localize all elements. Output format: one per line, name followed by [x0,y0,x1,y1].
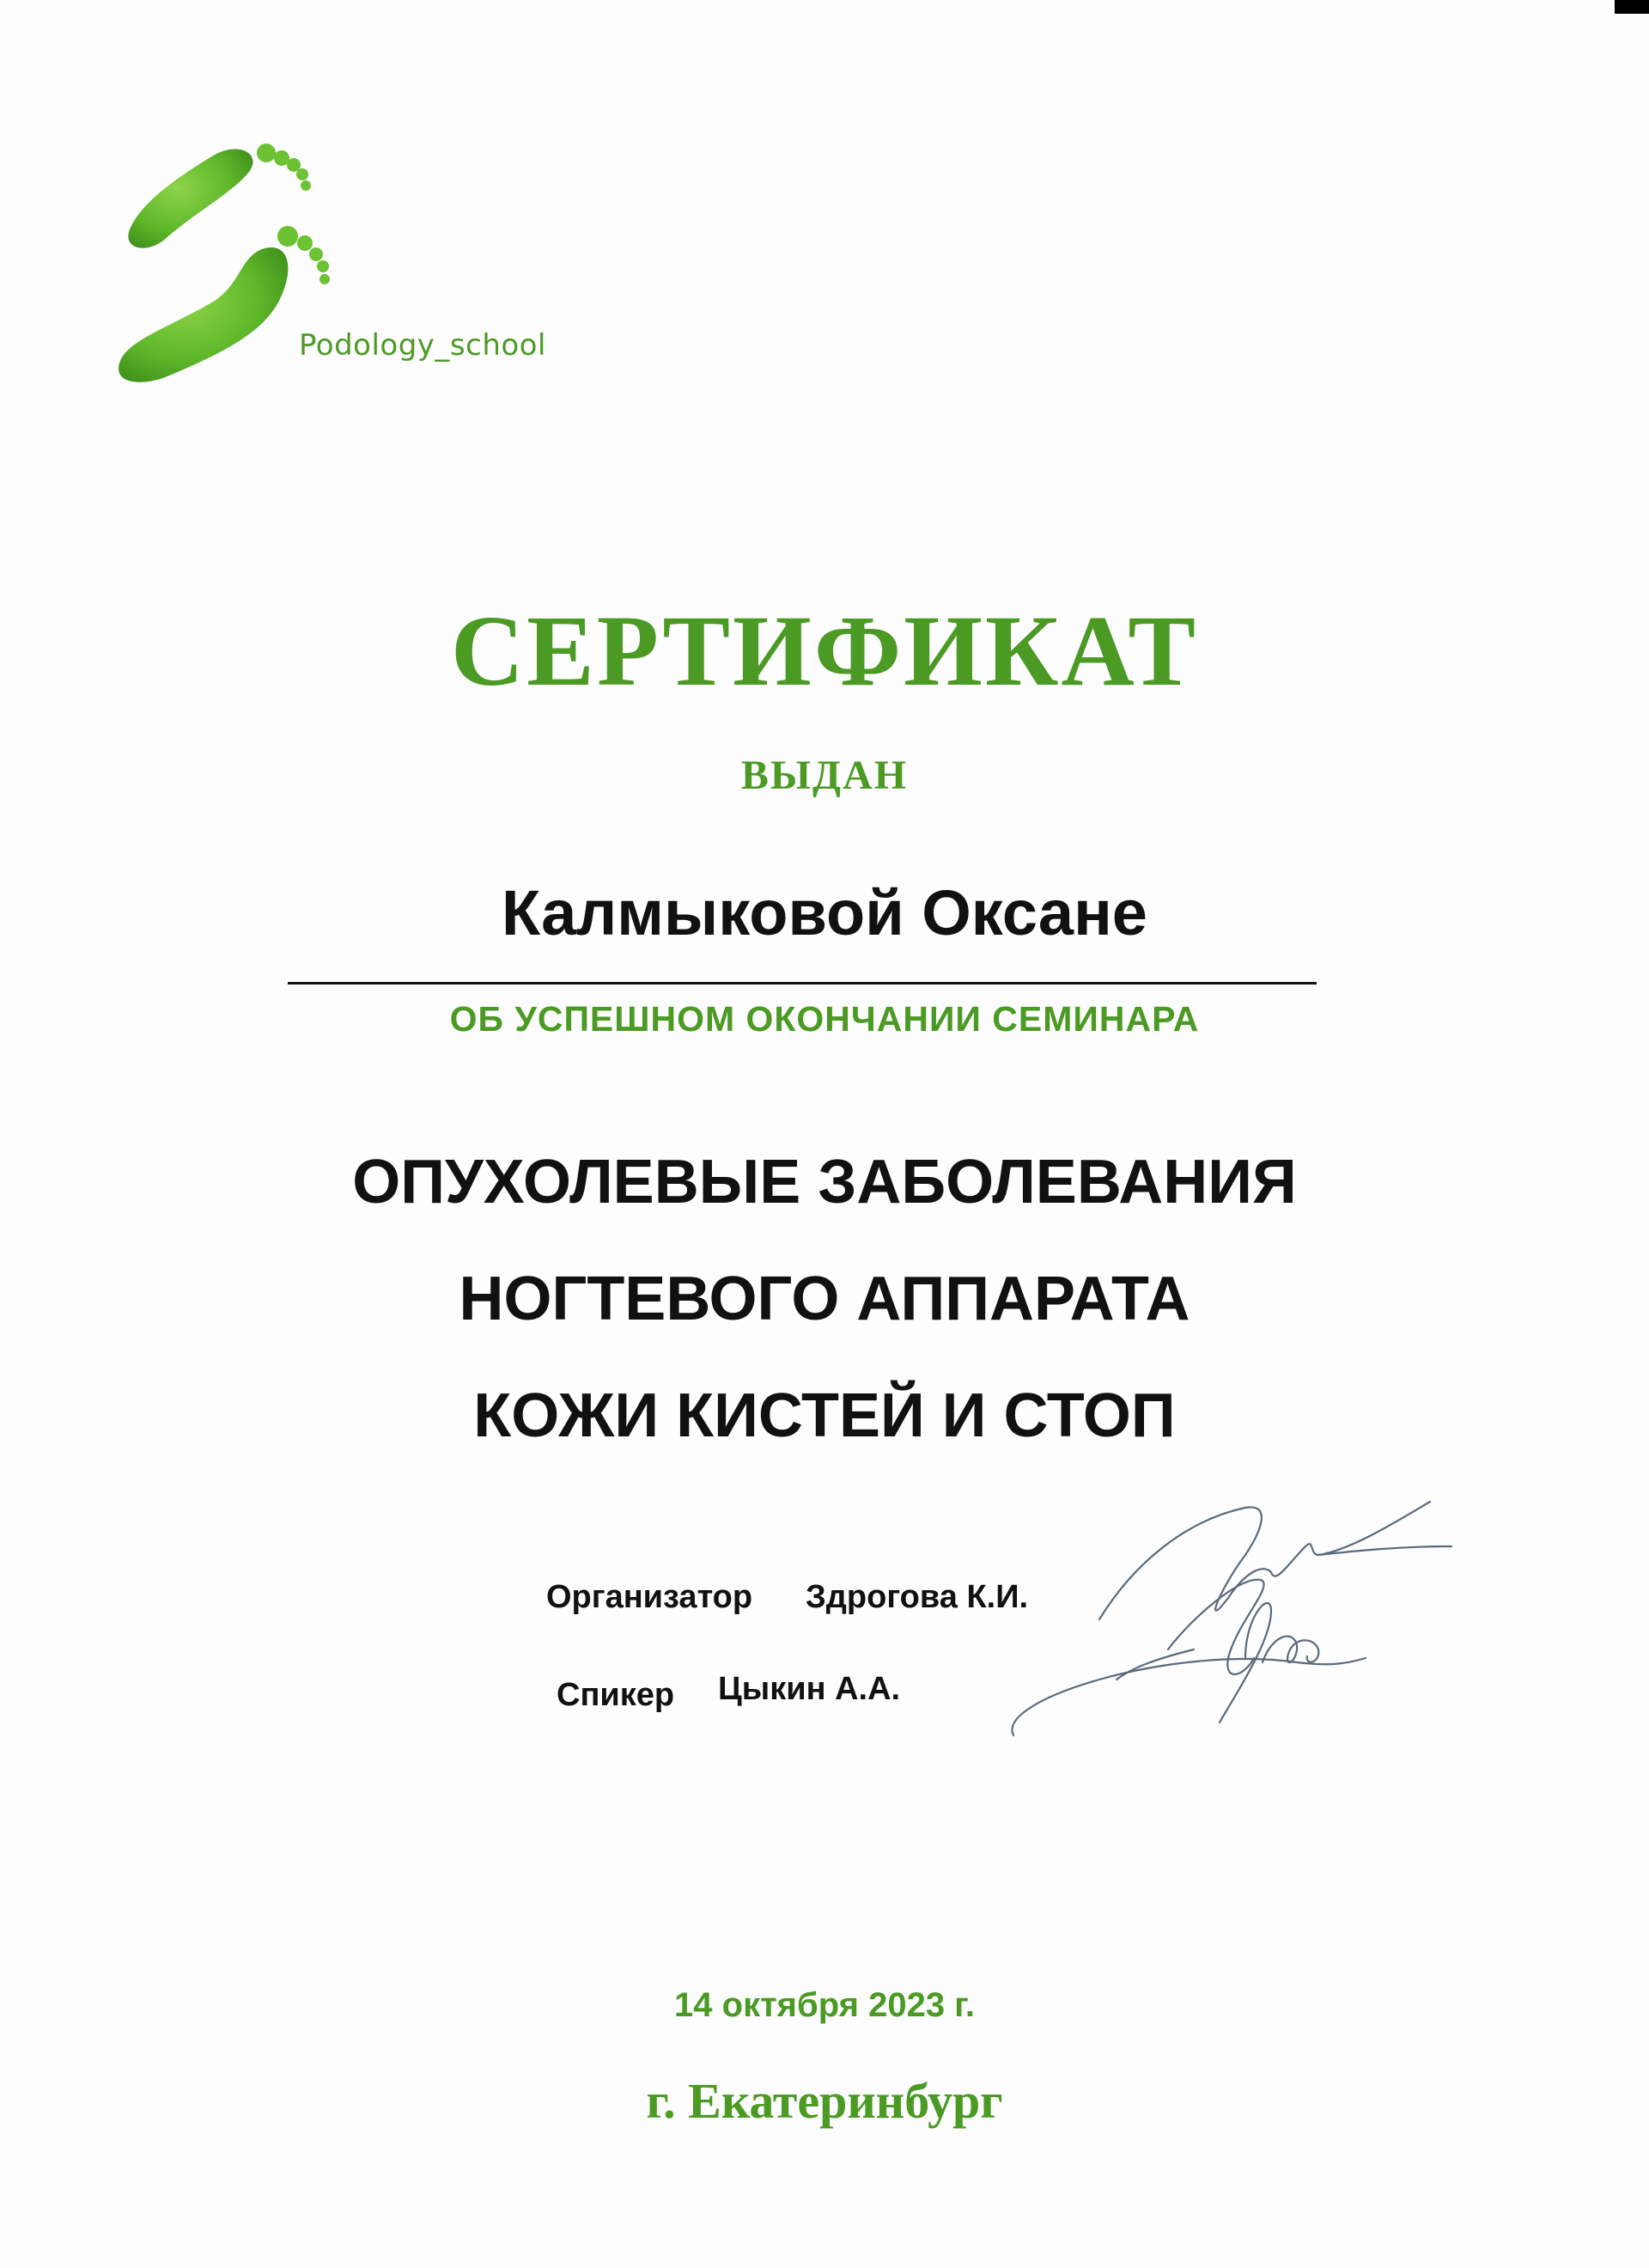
logo [112,129,558,404]
certificate-city: г. Екатеринбург [646,2073,1003,2129]
organizer-name: Здрогова К.И. [806,1579,1029,1615]
certificate-date: 14 октября 2023 г. [674,1986,975,2024]
speaker-name: Цыкин А.А. [718,1671,901,1707]
course-line-1: ОПУХОЛЕВЫЕ ЗАБОЛЕВАНИЯ [352,1148,1297,1216]
organizer-label: Организатор [546,1579,753,1615]
success-line: ОБ УСПЕШНОМ ОКОНЧАНИИ СЕМИНАРА [449,999,1200,1039]
course-title [0,1124,1649,1474]
signature-image [988,1460,1469,1770]
footprints-icon [112,129,369,404]
speaker-label: Спикер [557,1677,675,1713]
recipient-name: Калмыковой Оксане [502,877,1147,948]
logo-text: Podology_school [299,328,546,363]
course-line-3: КОЖИ КИСТЕЙ И СТОП [473,1381,1176,1450]
scan-corner-mark [1615,0,1649,14]
issued-label: ВЫДАН [740,753,909,798]
course-line-2: НОГТЕВОГО АППАРАТА [459,1265,1190,1333]
recipient-underline [288,982,1317,985]
certificate-title: СЕРТИФИКАТ [450,594,1199,707]
